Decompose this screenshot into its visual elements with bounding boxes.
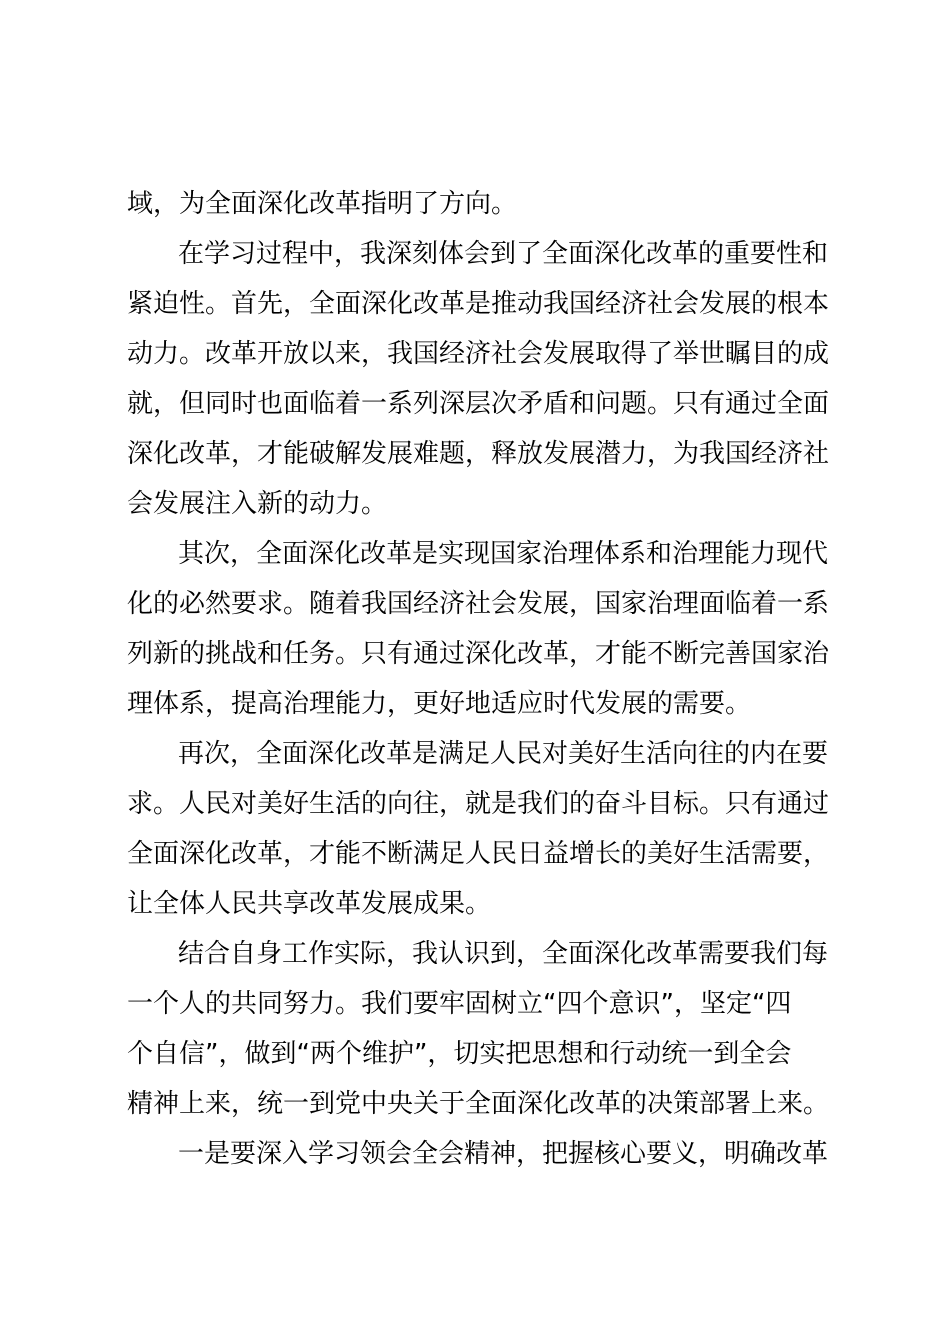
text-line: 动力。改革开放以来，我国经济社会发展取得了举世瞩目的成 xyxy=(127,339,830,369)
text-line: 列新的挑战和任务。只有通过深化改革，才能不断完善国家治 xyxy=(127,639,830,669)
text-line: 精神上来，统一到党中央关于全面深化改革的决策部署上来。 xyxy=(127,1089,830,1119)
text-line: 紧迫性。首先，全面深化改革是推动我国经济社会发展的根本 xyxy=(127,289,830,319)
text-line: 化的必然要求。随着我国经济社会发展，国家治理面临着一系 xyxy=(127,589,830,619)
paragraph-first-line: 一是要深入学习领会全会精神，把握核心要义，明确改革 xyxy=(178,1139,829,1169)
text-line: 理体系，提高治理能力，更好地适应时代发展的需要。 xyxy=(127,689,752,719)
text-line: 域，为全面深化改革指明了方向。 xyxy=(127,189,518,219)
text-line: 求。人民对美好生活的向往，就是我们的奋斗目标。只有通过 xyxy=(127,789,830,819)
text-line: 让全体人民共享改革发展成果。 xyxy=(127,889,492,919)
text-line: 全面深化改革，才能不断满足人民日益增长的美好生活需要， xyxy=(127,839,830,869)
text-line: 深化改革，才能破解发展难题，释放发展潜力，为我国经济社 xyxy=(127,439,830,469)
paragraph-first-line: 再次，全面深化改革是满足人民对美好生活向往的内在要 xyxy=(178,739,829,769)
text-line: 就，但同时也面临着一系列深层次矛盾和问题。只有通过全面 xyxy=(127,389,830,419)
text-line: 个自信”，做到“两个维护”，切实把思想和行动统一到全会 xyxy=(127,1039,792,1069)
text-line: 会发展注入新的动力。 xyxy=(127,489,388,519)
paragraph-first-line: 在学习过程中，我深刻体会到了全面深化改革的重要性和 xyxy=(178,239,829,269)
paragraph-first-line: 其次，全面深化改革是实现国家治理体系和治理能力现代 xyxy=(178,539,829,569)
text-line: 一个人的共同努力。我们要牢固树立“四个意识”，坚定“四 xyxy=(127,989,792,1019)
paragraph-first-line: 结合自身工作实际，我认识到，全面深化改革需要我们每 xyxy=(178,939,829,969)
